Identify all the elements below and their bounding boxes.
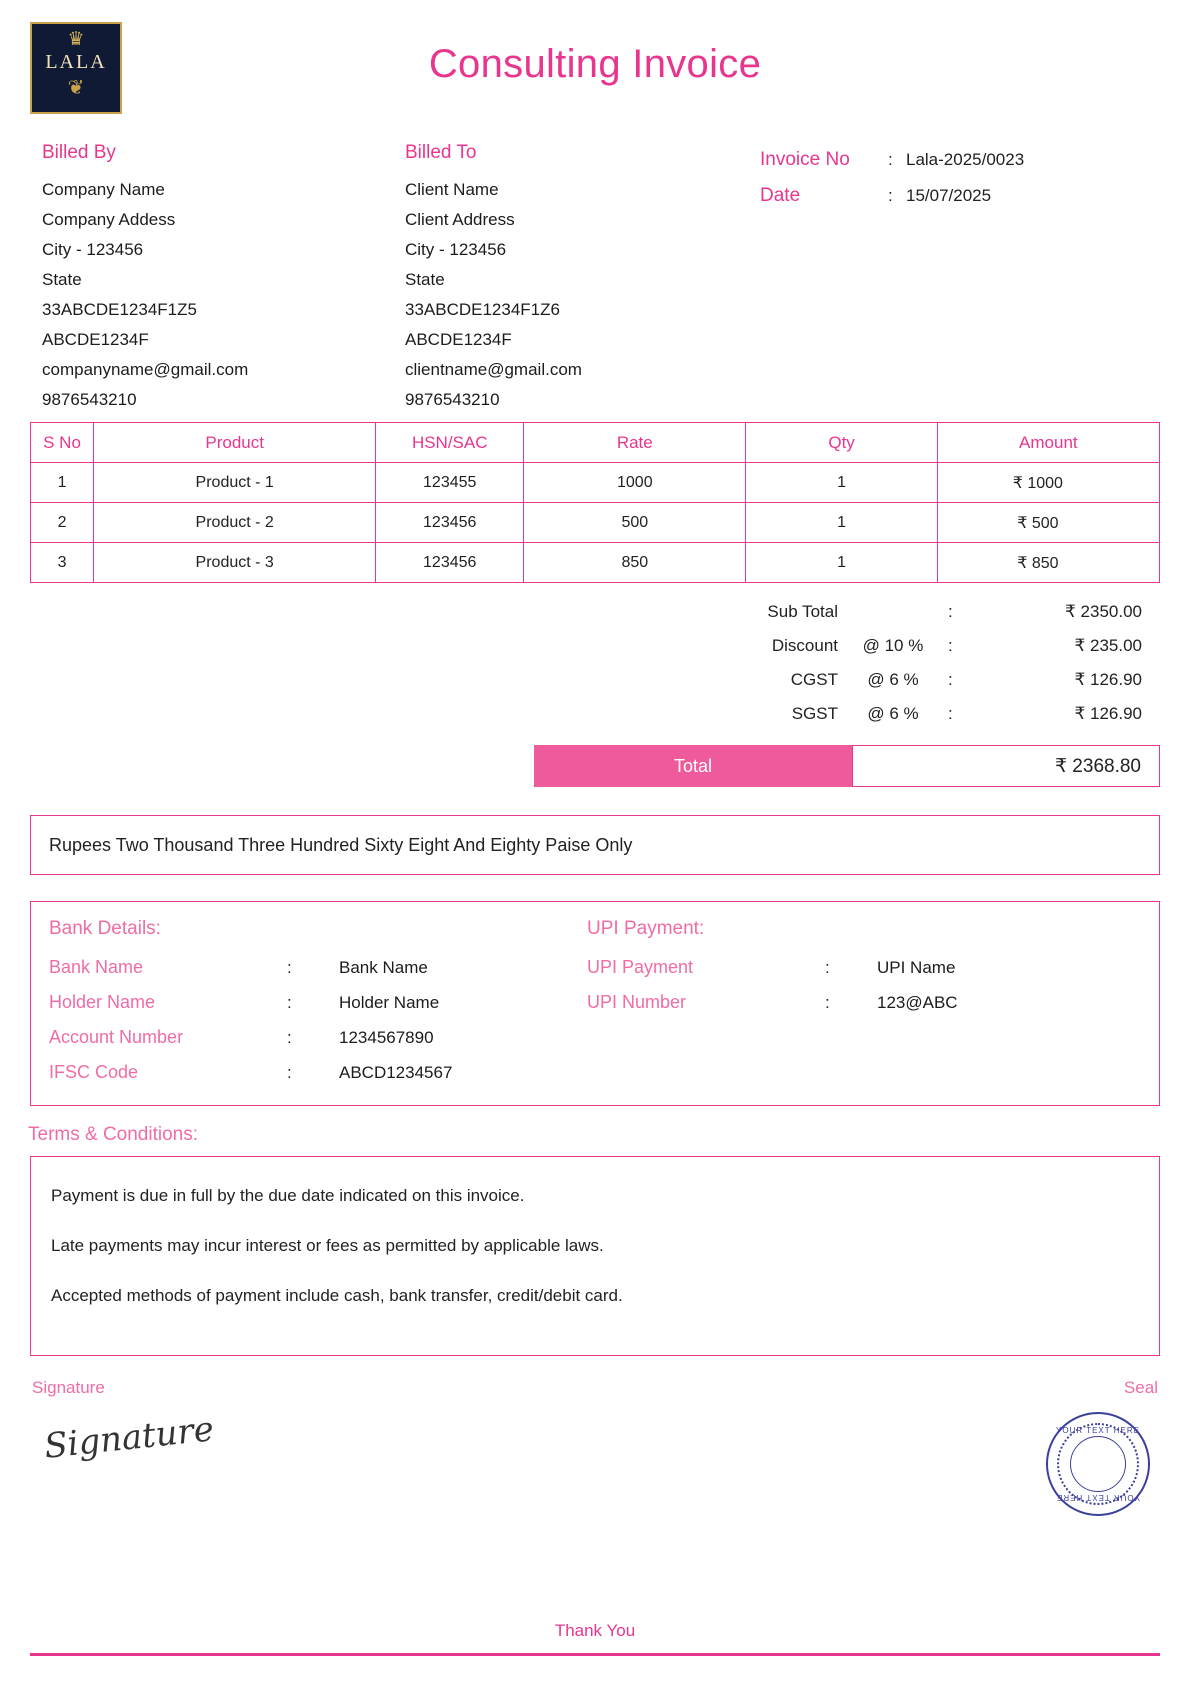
table-row xyxy=(31,503,1160,543)
cell-sno: 2 xyxy=(31,503,94,543)
amount-in-words: Rupees Two Thousand Three Hundred Sixty Eight And Eighty Paise Only xyxy=(30,815,1160,875)
billed-by-line: Company Name xyxy=(42,180,165,199)
billed-by-line: companyname@gmail.com xyxy=(42,360,249,379)
column-header-rate: Rate xyxy=(524,423,746,463)
discount-row xyxy=(30,629,1160,663)
billed-by-line: 9876543210 xyxy=(42,390,137,409)
ifsc-code-value: ABCD1234567 xyxy=(339,1063,453,1082)
discount-value: ₹ 235.00 xyxy=(1074,636,1142,655)
billed-by-line: Company Addess xyxy=(42,210,176,229)
cell-rate: 1000 xyxy=(524,463,746,503)
ifsc-code-label: IFSC Code xyxy=(49,1062,139,1082)
invoice-date-label: Date xyxy=(760,185,801,206)
line-items-table xyxy=(30,422,1160,583)
table-row xyxy=(31,543,1160,583)
column-header-sno: S No xyxy=(31,423,94,463)
ifsc-code-row xyxy=(49,1055,569,1090)
billed-by-line: State xyxy=(42,270,82,289)
billed-to-line: City - 123456 xyxy=(405,240,507,259)
upi-number-row xyxy=(587,985,1127,1020)
billed-to-line: clientname@gmail.com xyxy=(405,360,582,379)
billed-by-line: ABCDE1234F xyxy=(42,330,149,349)
table-header-row xyxy=(31,423,1160,463)
terms-item: Accepted methods of payment include cash, bank transfer, credit/debit card. xyxy=(51,1286,623,1305)
sgst-value: ₹ 126.90 xyxy=(1074,704,1142,723)
billed-to-line: State xyxy=(405,270,445,289)
seal-label: Seal xyxy=(1123,1378,1158,1397)
cell-hsn: 123455 xyxy=(376,463,524,503)
seal-stamp-icon xyxy=(1046,1412,1150,1516)
billed-to-block xyxy=(405,142,745,415)
page-title: Consulting Invoice xyxy=(428,42,762,86)
cgst-value: ₹ 126.90 xyxy=(1074,670,1142,689)
cgst-row xyxy=(30,663,1160,697)
cell-amount: ₹ 500 xyxy=(937,503,1159,543)
cell-qty: 1 xyxy=(746,543,937,583)
cell-rate: 850 xyxy=(524,543,746,583)
invoice-date-row xyxy=(760,178,1190,214)
upi-payment-label: UPI Payment xyxy=(587,957,694,977)
totals-section xyxy=(30,595,1160,787)
upi-details-block xyxy=(587,918,1127,1020)
upi-heading: UPI Payment: xyxy=(587,918,705,939)
terms-heading: Terms & Conditions: xyxy=(28,1124,199,1145)
bank-details-block xyxy=(49,918,569,1090)
crown-icon: ♛ xyxy=(67,29,85,50)
billed-by-heading: Billed By xyxy=(42,142,116,163)
cell-hsn: 123456 xyxy=(376,503,524,543)
grand-total-label: Total xyxy=(534,745,852,787)
payment-details-box xyxy=(30,901,1160,1106)
invoice-number-label: Invoice No xyxy=(760,149,850,170)
billed-to-line: Client Name xyxy=(405,180,499,199)
invoice-meta-block xyxy=(760,142,1190,214)
signature-label: Signature xyxy=(32,1378,105,1397)
holder-name-label: Holder Name xyxy=(49,992,156,1012)
billed-to-line: Client Address xyxy=(405,210,515,229)
subtotal-label: Sub Total xyxy=(767,602,838,621)
cgst-colon: : xyxy=(948,670,953,689)
bank-name-value: Bank Name xyxy=(339,958,428,977)
bank-name-colon: : xyxy=(287,958,292,977)
invoice-number-row xyxy=(760,142,1190,178)
parties-section xyxy=(30,142,1160,422)
column-header-qty: Qty xyxy=(746,423,937,463)
billed-to-line: 9876543210 xyxy=(405,390,500,409)
billed-by-line: City - 123456 xyxy=(42,240,144,259)
column-header-amount: Amount xyxy=(937,423,1159,463)
column-header-product: Product xyxy=(94,423,376,463)
upi-number-colon: : xyxy=(825,993,830,1012)
cell-sno: 3 xyxy=(31,543,94,583)
billed-by-block xyxy=(42,142,382,415)
upi-number-value: 123@ABC xyxy=(877,993,958,1012)
cell-rate: 500 xyxy=(524,503,746,543)
cell-sno: 1 xyxy=(31,463,94,503)
bank-name-row xyxy=(49,950,569,985)
subtotal-value: ₹ 2350.00 xyxy=(1065,602,1142,621)
cell-product: Product - 1 xyxy=(94,463,376,503)
account-number-value: 1234567890 xyxy=(339,1028,434,1047)
invoice-footer xyxy=(30,1621,1160,1656)
sgst-percent: @ 6 % xyxy=(867,704,919,723)
discount-percent: @ 10 % xyxy=(862,636,924,655)
footer-divider xyxy=(30,1653,1160,1656)
billed-to-line: 33ABCDE1234F1Z6 xyxy=(405,300,560,319)
thank-you-text: Thank You xyxy=(554,1621,636,1640)
upi-payment-colon: : xyxy=(825,958,830,977)
account-number-label: Account Number xyxy=(49,1027,184,1047)
seal-core xyxy=(1070,1436,1126,1492)
terms-item: Late payments may incur interest or fees as permitted by applicable laws. xyxy=(51,1236,604,1255)
subtotal-colon: : xyxy=(948,602,953,621)
sgst-colon: : xyxy=(948,704,953,723)
subtotal-row xyxy=(30,595,1160,629)
seal-bottom-text: YOUR TEXT HERE xyxy=(1056,1493,1140,1502)
terms-box xyxy=(30,1156,1160,1356)
holder-name-value: Holder Name xyxy=(339,993,440,1012)
cell-product: Product - 2 xyxy=(94,503,376,543)
account-number-colon: : xyxy=(287,1028,292,1047)
cgst-label: CGST xyxy=(790,670,838,689)
invoice-date-value: 15/07/2025 xyxy=(906,186,992,205)
billed-to-line: ABCDE1234F xyxy=(405,330,512,349)
cell-hsn: 123456 xyxy=(376,543,524,583)
cell-qty: 1 xyxy=(746,463,937,503)
invoice-header xyxy=(30,0,1160,120)
bank-details-heading: Bank Details: xyxy=(49,918,161,939)
upi-payment-row xyxy=(587,950,1127,985)
table-row xyxy=(31,463,1160,503)
billed-by-line: 33ABCDE1234F1Z5 xyxy=(42,300,197,319)
account-number-row xyxy=(49,1020,569,1055)
seal-top-text: YOUR TEXT HERE xyxy=(1056,1426,1140,1435)
upi-payment-value: UPI Name xyxy=(877,958,956,977)
cell-product: Product - 3 xyxy=(94,543,376,583)
logo-text: LALA xyxy=(45,51,107,73)
holder-name-row xyxy=(49,985,569,1020)
invoice-number-value: Lala-2025/0023 xyxy=(906,150,1025,169)
terms-item: Payment is due in full by the due date indicated on this invoice. xyxy=(51,1186,525,1205)
grand-total-value: ₹ 2368.80 xyxy=(852,745,1160,787)
signature-seal-area xyxy=(30,1378,1160,1548)
holder-name-colon: : xyxy=(287,993,292,1012)
discount-label: Discount xyxy=(771,636,838,655)
sgst-label: SGST xyxy=(791,704,838,723)
bank-name-label: Bank Name xyxy=(49,957,144,977)
flourish-icon: ❦ xyxy=(67,77,85,99)
column-header-hsn: HSN/SAC xyxy=(376,423,524,463)
cell-amount: ₹ 1000 xyxy=(937,463,1159,503)
grand-total-row xyxy=(30,745,1160,787)
ifsc-code-colon: : xyxy=(287,1063,292,1082)
signature-mark: Signature xyxy=(42,1409,216,1467)
cgst-percent: @ 6 % xyxy=(867,670,919,689)
invoice-date-colon: : xyxy=(888,186,893,205)
upi-number-label: UPI Number xyxy=(587,992,687,1012)
cell-qty: 1 xyxy=(746,503,937,543)
discount-colon: : xyxy=(948,636,953,655)
billed-to-heading: Billed To xyxy=(405,142,477,163)
sgst-row xyxy=(30,697,1160,731)
cell-amount: ₹ 850 xyxy=(937,543,1159,583)
invoice-number-colon: : xyxy=(888,150,893,169)
